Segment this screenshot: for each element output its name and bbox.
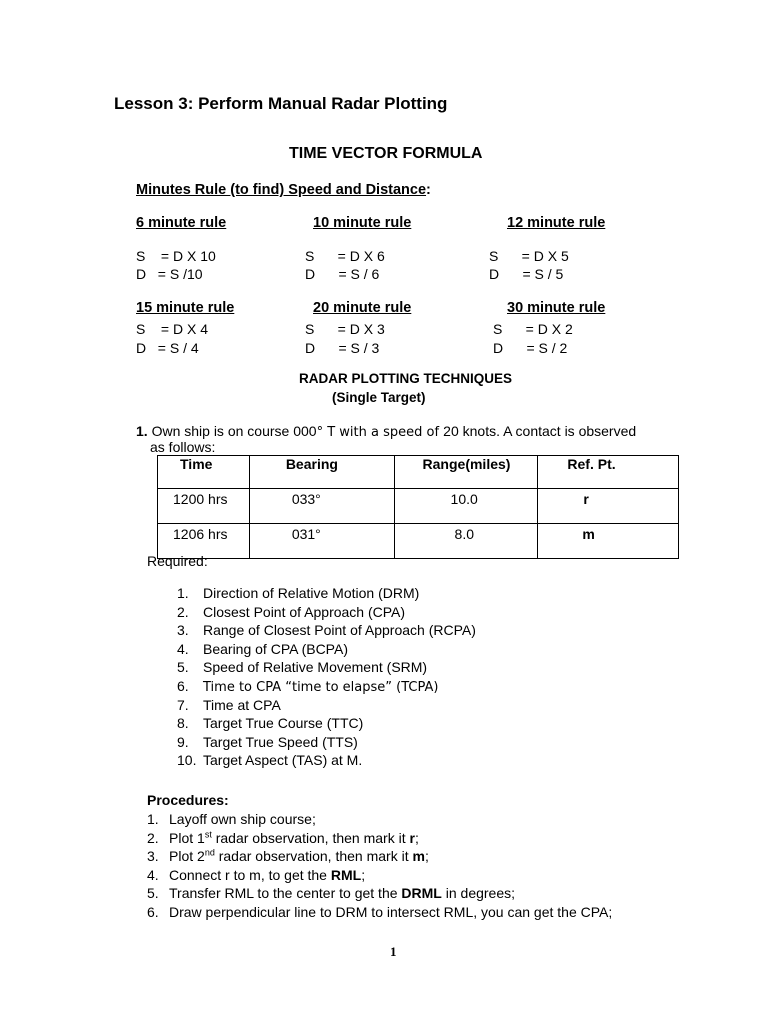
list-item: 6. Time to CPA “time to elapse” (TCPA) [177,677,439,695]
rule-heading-15: 15 minute rule [136,300,235,316]
cell-bearing: 031° [249,524,394,559]
rule-15-distance: D = S / 4 [136,340,199,356]
lesson-title: Lesson 3: Perform Manual Radar Plotting [114,94,448,113]
list-item: 5. Speed of Relative Movement (SRM) [177,659,428,676]
problem-number: 1. [136,423,148,439]
table-header-row [158,456,679,489]
rule-30-distance: D = S / 2 [493,340,568,356]
list-item: 3. Range of Closest Point of Approach (RCPA) [177,622,476,639]
rule-30-speed: S = D X 2 [493,321,573,337]
minutes-rule-heading-text: Minutes Rule (to find) Speed and Distance [136,182,427,198]
rule-heading-20: 20 minute rule [313,300,412,316]
list-item: 5. Transfer RML to the center to get the DRML in degrees; [147,885,516,902]
rule-heading-6: 6 minute rule [136,215,227,231]
techniques-title: RADAR PLOTTING TECHNIQUES [299,371,513,386]
rule-heading-12: 12 minute rule [507,215,606,231]
list-item: 3. Plot 2nd radar observation, then mark it m; [147,847,429,865]
cell-time: 1206 hrs [158,524,250,559]
header-ref-pt: Ref. Pt. [538,456,679,489]
cell-bearing: 033° [249,489,394,524]
rule-12-speed: S = D X 5 [489,248,569,264]
observation-table [157,455,679,559]
rule-heading-30: 30 minute rule [507,300,606,316]
procedures-label: Procedures: [147,792,229,808]
rule-6-distance: D = S /10 [136,266,203,282]
list-item: 7. Time at CPA [177,696,281,713]
header-time: Time [158,456,250,489]
list-item: 8. Target True Course (TTC) [177,715,364,732]
list-item: 2. Closest Point of Approach (CPA) [177,603,406,620]
cell-range: 10.0 [394,489,538,524]
minutes-rule-heading [136,182,431,198]
cell-ref-pt: r [538,489,679,524]
rule-10-speed: S = D X 6 [305,248,385,264]
list-item: 2. Plot 1st radar observation, then mark it r; [147,828,419,846]
list-item: 1. Layoff own ship course; [147,811,316,827]
techniques-subtitle: (Single Target) [332,390,426,405]
list-item: 6. Draw perpendicular line to DRM to intersect RML, you can get the CPA; [147,903,613,920]
cell-time: 1200 hrs [158,489,250,524]
problem-text-a: Own ship is on course 000 [147,423,317,439]
problem-text-c: 20 knots. A contact is observed [443,423,637,439]
problem-text-d: as follows: [150,439,216,455]
cell-range: 8.0 [394,524,538,559]
required-list [177,584,476,770]
page-number: 1 [390,944,397,959]
required-label: Required: [147,553,208,569]
rule-12-distance: D = S / 5 [489,266,564,282]
rule-20-speed: S = D X 3 [305,321,385,337]
list-item: 4. Bearing of CPA (BCPA) [177,640,348,657]
rule-20-distance: D = S / 3 [305,340,380,356]
section-title: TIME VECTOR FORMULA [289,145,483,162]
table-row [158,489,679,524]
rule-heading-10: 10 minute rule [313,215,412,231]
list-item: 4. Connect r to m, to get the RML; [147,866,366,883]
header-range: Range(miles) [394,456,538,489]
header-bearing: Bearing [249,456,394,489]
rule-10-distance: D = S / 6 [305,266,380,282]
list-item: 10. Target Aspect (TAS) at M. [177,752,363,769]
cell-ref-pt: m [538,524,679,559]
table-row [158,524,679,559]
rule-6-speed: S = D X 10 [136,248,216,264]
problem-statement [136,423,636,440]
problem-text-b: ° T with a speed of [316,425,444,440]
list-item: 1. Direction of Relative Motion (DRM) [177,585,420,601]
procedures-list [147,810,612,922]
minutes-rule-heading-colon: : [426,182,431,198]
rule-15-speed: S = D X 4 [136,321,208,337]
list-item: 9. Target True Speed (TTS) [177,733,358,750]
